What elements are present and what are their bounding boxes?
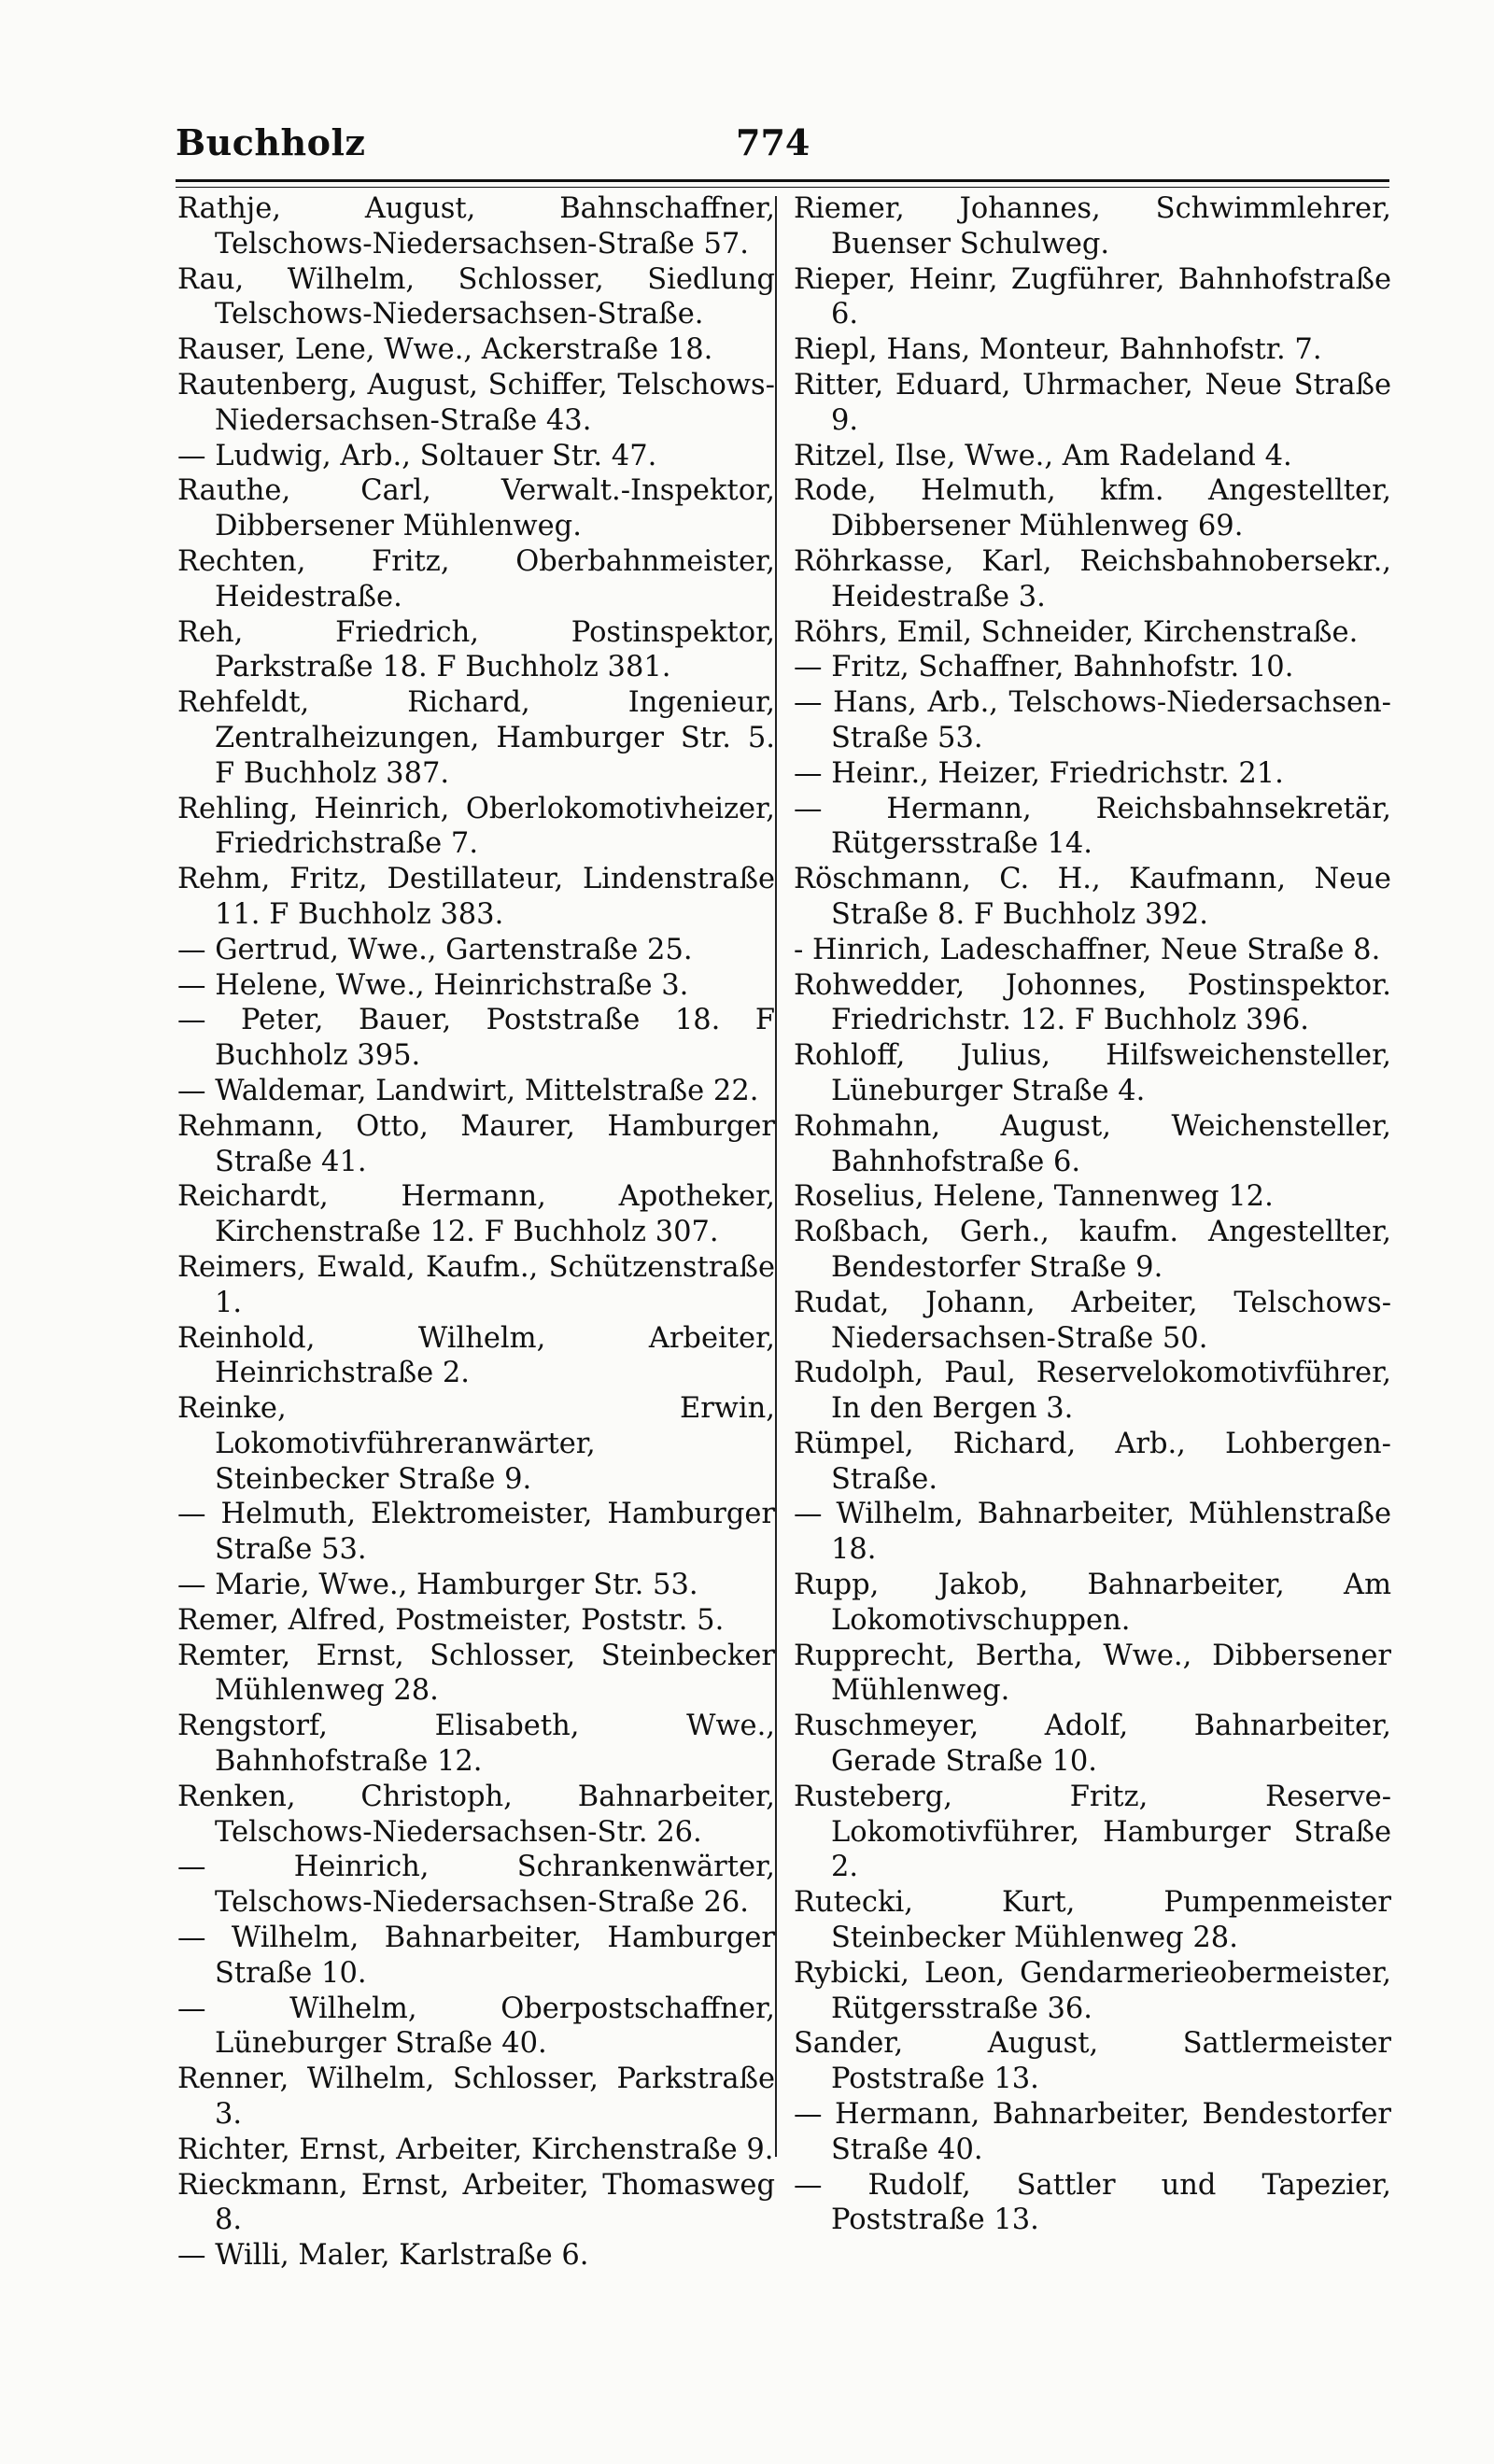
column-divider [775, 196, 777, 2157]
list-item: Reimers, Ewald, Kaufm., Schützenstraße 1. [177, 1250, 775, 1319]
list-item: Rupp, Jakob, Bahnarbeiter, Am Lokomotivschuppen. [794, 1569, 1391, 1637]
list-item: Rauser, Lene, Wwe., Ackerstraße 18. [177, 333, 713, 367]
list-item: Remer, Alfred, Postmeister, Poststr. 5. [177, 1603, 725, 1637]
list-item: Renner, Wilhelm, Schlosser, Parkstraße 3. [177, 2063, 775, 2132]
list-item: Rehling, Heinrich, Oberlokomotivheizer, Friedrichstraße 7. [177, 792, 775, 861]
list-item: Riemer, Johannes, Schwimmlehrer, Buenser Schulweg. [794, 192, 1391, 260]
list-item: — Wilhelm, Bahnarbeiter, Hamburger Straße 10. [177, 1922, 775, 1990]
list-item: Rieckmann, Ernst, Arbeiter, Thomasweg 8. [177, 2168, 775, 2237]
list-item: Roßbach, Gerh., kaufm. Angestellter, Bendestorfer Straße 9. [794, 1216, 1391, 1284]
list-item: — Helmuth, Elektromeister, Hamburger Straße 53. [177, 1498, 775, 1567]
left-column [177, 191, 775, 2274]
list-item: — Rudolf, Sattler und Tapezier, Poststraße 13. [794, 2168, 1391, 2237]
list-item: Sander, August, Sattlermeister Poststraße 13. [794, 2027, 1391, 2096]
list-item: Reinhold, Wilhelm, Arbeiter, Heinrichstraße 2. [177, 1321, 775, 1390]
list-item: Rode, Helmuth, kfm. Angestellter, Dibbersener Mühlenweg 69. [794, 474, 1391, 543]
list-item: — Hermann, Bahnarbeiter, Bendestorfer Straße 40. [794, 2098, 1391, 2166]
page-header [176, 121, 1389, 177]
list-item: Rehmann, Otto, Maurer, Hamburger Straße 41. [177, 1109, 775, 1178]
list-item: — Helene, Wwe., Heinrichstraße 3. [177, 968, 689, 1002]
list-item: Rau, Wilhelm, Schlosser, Siedlung Telschows-Niedersachsen-Straße. [177, 262, 775, 331]
list-item: Rusteberg, Fritz, Reserve-Lokomotivführer, Hamburger Straße 2. [794, 1780, 1391, 1884]
list-item: Rohmahn, August, Weichensteller, Bahnhofstraße 6. [794, 1109, 1391, 1178]
list-item: — Willi, Maler, Karlstraße 6. [177, 2239, 589, 2273]
list-item: Rudat, Johann, Arbeiter, Telschows-Niedersachsen-Straße 50. [794, 1286, 1391, 1355]
list-item: Richter, Ernst, Arbeiter, Kirchenstraße 9. [177, 2133, 774, 2166]
list-item: Rupprecht, Bertha, Wwe., Dibbersener Mühlenweg. [794, 1639, 1391, 1708]
list-item: Reichardt, Hermann, Apotheker, Kirchenstraße 12. F Buchholz 307. [177, 1180, 775, 1249]
list-item: Röschmann, C. H., Kaufmann, Neue Straße 8. F Buchholz 392. [794, 863, 1391, 931]
list-item: Rehm, Fritz, Destillateur, Lindenstraße 11. F Buchholz 383. [177, 863, 775, 931]
list-item: — Heinr., Heizer, Friedrichstr. 21. [794, 756, 1284, 790]
list-item: Rauthe, Carl, Verwalt.-Inspektor, Dibbersener Mühlenweg. [177, 474, 775, 543]
list-item: — Fritz, Schaffner, Bahnhofstr. 10. [794, 651, 1294, 684]
header-rule [176, 179, 1389, 182]
list-item: — Marie, Wwe., Hamburger Str. 53. [177, 1569, 698, 1602]
list-item: — Ludwig, Arb., Soltauer Str. 47. [177, 439, 657, 472]
list-item: Rudolph, Paul, Reservelokomotivführer, In den Bergen 3. [794, 1357, 1391, 1426]
list-item: Röhrs, Emil, Schneider, Kirchenstraße. [794, 615, 1359, 649]
running-head: Buchholz [176, 121, 366, 163]
list-item: Rohwedder, Johonnes, Postinspektor. Friedrichstr. 12. F Buchholz 396. [794, 968, 1391, 1037]
list-item: Rieper, Heinr, Zugführer, Bahnhofstraße 6. [794, 262, 1391, 331]
list-item: — Heinrich, Schrankenwärter, Telschows-Niedersachsen-Straße 26. [177, 1851, 775, 1920]
list-item: Rümpel, Richard, Arb., Lohbergen-Straße. [794, 1427, 1391, 1496]
list-item: Remter, Ernst, Schlosser, Steinbecker Mühlenweg 28. [177, 1639, 775, 1708]
list-item: Rehfeldt, Richard, Ingenieur, Zentralheizungen, Hamburger Str. 5. F Buchholz 387. [177, 686, 775, 790]
list-item: — Gertrud, Wwe., Gartenstraße 25. [177, 933, 693, 966]
list-item: — Peter, Bauer, Poststraße 18. F Buchholz 395. [177, 1004, 775, 1073]
list-item: Rechten, Fritz, Oberbahnmeister, Heidestraße. [177, 544, 775, 613]
list-item: Rybicki, Leon, Gendarmerieobermeister, Rütgersstraße 36. [794, 1956, 1391, 2025]
list-item: - Hinrich, Ladeschaffner, Neue Straße 8. [794, 933, 1381, 966]
list-item: Rautenberg, August, Schiffer, Telschows-Niedersachsen-Straße 43. [177, 368, 775, 437]
list-item: Rengstorf, Elisabeth, Wwe., Bahnhofstraße 12. [177, 1710, 775, 1779]
list-item: Ruschmeyer, Adolf, Bahnarbeiter, Gerade Straße 10. [794, 1710, 1391, 1779]
list-item: — Hans, Arb., Telschows-Niedersachsen-Straße 53. [794, 686, 1391, 754]
list-item: Rathje, August, Bahnschaffner, Telschows-Niedersachsen-Straße 57. [177, 192, 775, 260]
list-item: — Hermann, Reichsbahnsekretär, Rütgersstraße 14. [794, 792, 1391, 861]
page-number: 774 [736, 121, 810, 163]
list-item: — Wilhelm, Bahnarbeiter, Mühlenstraße 18. [794, 1498, 1391, 1567]
header-rule-thin [176, 187, 1389, 188]
list-item: Roselius, Helene, Tannenweg 12. [794, 1180, 1274, 1214]
list-item: Riepl, Hans, Monteur, Bahnhofstr. 7. [794, 333, 1322, 367]
list-item: Renken, Christoph, Bahnarbeiter, Telschows-Niedersachsen-Str. 26. [177, 1780, 775, 1849]
list-item: — Wilhelm, Oberpostschaffner, Lüneburger Straße 40. [177, 1992, 775, 2061]
list-item: Reh, Friedrich, Postinspektor, Parkstraße 18. F Buchholz 381. [177, 615, 775, 684]
list-item: Reinke, Erwin, Lokomotivführeranwärter, Steinbecker Straße 9. [177, 1392, 775, 1496]
list-item: Rohloff, Julius, Hilfsweichensteller, Lüneburger Straße 4. [794, 1039, 1391, 1107]
list-item: Rutecki, Kurt, Pumpenmeister Steinbecker Mühlenweg 28. [794, 1886, 1391, 1955]
list-item: Ritzel, Ilse, Wwe., Am Radeland 4. [794, 439, 1292, 472]
list-item: Ritter, Eduard, Uhrmacher, Neue Straße 9. [794, 368, 1391, 437]
right-column [794, 191, 1391, 2238]
list-item: Röhrkasse, Karl, Reichsbahnobersekr., Heidestraße 3. [794, 544, 1391, 613]
list-item: — Waldemar, Landwirt, Mittelstraße 22. [177, 1074, 759, 1107]
